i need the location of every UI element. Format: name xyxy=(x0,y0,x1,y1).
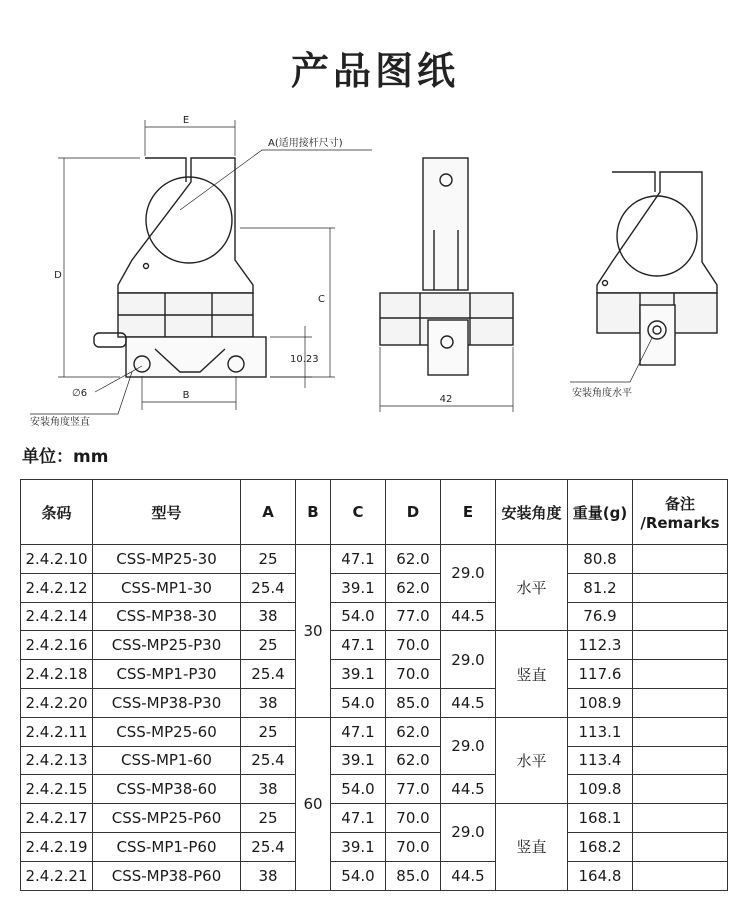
cell-a: 25 xyxy=(241,545,296,574)
table-row xyxy=(21,602,728,631)
cell-model: CSS-MP38-60 xyxy=(93,775,241,804)
cell-d: 70.0 xyxy=(386,804,441,833)
dim-label-E: E xyxy=(182,115,190,126)
cell-code: 2.4.2.16 xyxy=(21,631,93,660)
cell-weight: 113.1 xyxy=(568,717,633,746)
cell-d: 70.0 xyxy=(386,631,441,660)
cell-code: 2.4.2.14 xyxy=(21,602,93,631)
table-row xyxy=(21,861,728,890)
cell-c: 39.1 xyxy=(331,832,386,861)
cell-remarks xyxy=(633,746,728,775)
cell-model: CSS-MP38-P30 xyxy=(93,688,241,717)
table-row xyxy=(21,688,728,717)
cell-remarks xyxy=(633,717,728,746)
clamp3-body-outline xyxy=(597,172,717,293)
cell-b-group: 30 xyxy=(296,545,331,718)
cell-weight: 113.4 xyxy=(568,746,633,775)
header-weight: 重量(g) xyxy=(568,480,633,545)
cell-remarks xyxy=(633,832,728,861)
cell-code: 2.4.2.15 xyxy=(21,775,93,804)
page-title: 产品图纸 xyxy=(290,49,459,93)
cell-d: 62.0 xyxy=(386,573,441,602)
cell-e-group: 44.5 xyxy=(441,775,496,804)
header-code: 条码 xyxy=(21,480,93,545)
cell-weight: 168.2 xyxy=(568,832,633,861)
cell-d: 62.0 xyxy=(386,746,441,775)
label-vertical-mount: 安装角度竖直 xyxy=(30,417,90,428)
cell-remarks xyxy=(633,602,728,631)
dim-label-phi6: ∅6 xyxy=(72,388,88,399)
cell-a: 25.4 xyxy=(241,660,296,689)
table-row xyxy=(21,573,728,602)
cell-model: CSS-MP1-30 xyxy=(93,573,241,602)
cell-model: CSS-MP25-60 xyxy=(93,717,241,746)
cell-weight: 81.2 xyxy=(568,573,633,602)
cell-angle-group: 水平 xyxy=(496,545,568,631)
table-row xyxy=(21,804,728,833)
cell-code: 2.4.2.13 xyxy=(21,746,93,775)
cell-c: 47.1 xyxy=(331,804,386,833)
cell-a: 25 xyxy=(241,631,296,660)
cell-e-group: 29.0 xyxy=(441,631,496,689)
cell-c: 54.0 xyxy=(331,688,386,717)
cell-remarks xyxy=(633,631,728,660)
cell-model: CSS-MP1-P60 xyxy=(93,832,241,861)
table-row xyxy=(21,545,728,574)
cell-d: 85.0 xyxy=(386,861,441,890)
cell-model: CSS-MP25-30 xyxy=(93,545,241,574)
cell-remarks xyxy=(633,660,728,689)
cell-c: 47.1 xyxy=(331,717,386,746)
cell-a: 25.4 xyxy=(241,573,296,602)
cell-a: 25.4 xyxy=(241,746,296,775)
table-row xyxy=(21,631,728,660)
header-remarks-cn: 备注 xyxy=(664,494,695,513)
cell-d: 70.0 xyxy=(386,832,441,861)
cell-d: 77.0 xyxy=(386,775,441,804)
cell-code: 2.4.2.21 xyxy=(21,861,93,890)
cell-c: 39.1 xyxy=(331,746,386,775)
cell-e-group: 44.5 xyxy=(441,602,496,631)
header-remarks-en: /Remarks xyxy=(640,513,720,532)
header-d: D xyxy=(386,480,441,545)
cell-model: CSS-MP38-P60 xyxy=(93,861,241,890)
table-row xyxy=(21,660,728,689)
cell-model: CSS-MP1-P30 xyxy=(93,660,241,689)
cell-remarks xyxy=(633,775,728,804)
header-model: 型号 xyxy=(93,480,241,545)
cell-remarks xyxy=(633,573,728,602)
cell-code: 2.4.2.12 xyxy=(21,573,93,602)
tube-bore xyxy=(146,177,232,263)
cell-a: 38 xyxy=(241,602,296,631)
cell-code: 2.4.2.18 xyxy=(21,660,93,689)
cell-weight: 109.8 xyxy=(568,775,633,804)
cell-e-group: 44.5 xyxy=(441,688,496,717)
cell-weight: 80.8 xyxy=(568,545,633,574)
cell-weight: 76.9 xyxy=(568,602,633,631)
cell-e-group: 29.0 xyxy=(441,717,496,775)
cell-weight: 112.3 xyxy=(568,631,633,660)
cell-remarks xyxy=(633,688,728,717)
dim-label-42: 42 xyxy=(439,394,453,405)
dim-label-B: B xyxy=(182,390,190,401)
cell-d: 70.0 xyxy=(386,660,441,689)
technical-drawing xyxy=(0,100,750,430)
cell-c: 39.1 xyxy=(331,573,386,602)
cell-weight: 168.1 xyxy=(568,804,633,833)
cell-remarks xyxy=(633,861,728,890)
cell-d: 85.0 xyxy=(386,688,441,717)
header-b: B xyxy=(296,480,331,545)
cell-code: 2.4.2.19 xyxy=(21,832,93,861)
cell-c: 47.1 xyxy=(331,545,386,574)
cell-code: 2.4.2.17 xyxy=(21,804,93,833)
cell-code: 2.4.2.20 xyxy=(21,688,93,717)
table-row xyxy=(21,775,728,804)
cell-c: 47.1 xyxy=(331,631,386,660)
clamp-body-outline xyxy=(118,158,253,293)
label-horizontal-mount: 安装角度水平 xyxy=(572,388,632,399)
table-row xyxy=(21,746,728,775)
unit-label: 单位：mm xyxy=(22,447,109,467)
cell-b-group: 60 xyxy=(296,717,331,890)
cell-a: 25 xyxy=(241,804,296,833)
cell-a: 25 xyxy=(241,717,296,746)
header-c: C xyxy=(331,480,386,545)
dim-label-A: A(适用接杆尺寸) xyxy=(268,138,343,149)
cell-e-group: 29.0 xyxy=(441,804,496,862)
cell-a: 25.4 xyxy=(241,832,296,861)
header-e: E xyxy=(441,480,496,545)
cell-weight: 108.9 xyxy=(568,688,633,717)
cell-remarks xyxy=(633,545,728,574)
cell-c: 54.0 xyxy=(331,775,386,804)
dim-label-D: D xyxy=(54,270,62,281)
cell-model: CSS-MP25-P60 xyxy=(93,804,241,833)
cell-weight: 117.6 xyxy=(568,660,633,689)
dim-label-C: C xyxy=(318,294,325,305)
table-row xyxy=(21,717,728,746)
cell-angle-group: 竖直 xyxy=(496,804,568,890)
side-clamp-plate xyxy=(423,158,468,290)
cell-model: CSS-MP38-30 xyxy=(93,602,241,631)
cell-c: 39.1 xyxy=(331,660,386,689)
cell-code: 2.4.2.11 xyxy=(21,717,93,746)
cell-c: 54.0 xyxy=(331,861,386,890)
cell-e-group: 29.0 xyxy=(441,545,496,603)
cell-d: 62.0 xyxy=(386,717,441,746)
table-header-row xyxy=(21,480,728,545)
spec-table xyxy=(20,479,728,891)
cell-a: 38 xyxy=(241,775,296,804)
cell-d: 62.0 xyxy=(386,545,441,574)
cell-d: 77.0 xyxy=(386,602,441,631)
header-angle: 安装角度 xyxy=(496,480,568,545)
cell-e-group: 44.5 xyxy=(441,861,496,890)
cell-weight: 164.8 xyxy=(568,861,633,890)
cell-angle-group: 竖直 xyxy=(496,631,568,717)
cell-code: 2.4.2.10 xyxy=(21,545,93,574)
cell-model: CSS-MP1-60 xyxy=(93,746,241,775)
cell-a: 38 xyxy=(241,688,296,717)
cell-angle-group: 水平 xyxy=(496,717,568,803)
header-a: A xyxy=(241,480,296,545)
table-row xyxy=(21,832,728,861)
cell-a: 38 xyxy=(241,861,296,890)
cell-c: 54.0 xyxy=(331,602,386,631)
header-remarks xyxy=(633,480,728,545)
dim-label-1023: 10.23 xyxy=(290,354,319,365)
cell-remarks xyxy=(633,804,728,833)
cell-model: CSS-MP25-P30 xyxy=(93,631,241,660)
